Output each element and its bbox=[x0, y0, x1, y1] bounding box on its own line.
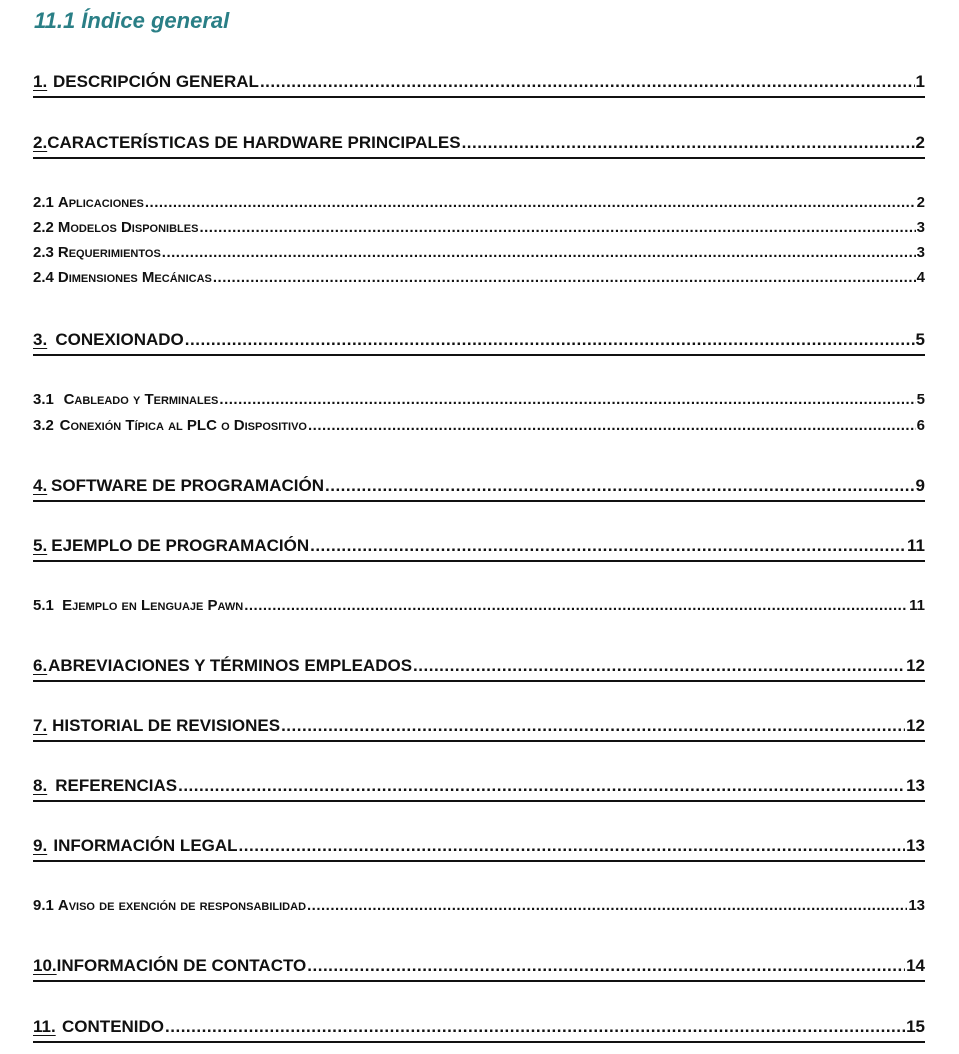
toc-number: 2.2 bbox=[33, 219, 54, 236]
toc-label: HISTORIAL DE REVISIONES bbox=[52, 716, 281, 735]
toc-entry-3-2[interactable] bbox=[33, 417, 925, 439]
toc-page: 13 bbox=[906, 836, 925, 855]
toc-label: Aplicaciones bbox=[57, 194, 144, 211]
toc-leader bbox=[239, 836, 906, 856]
toc-label: EJEMPLO DE PROGRAMACIÓN bbox=[51, 536, 310, 555]
toc-number: 5.1 bbox=[33, 597, 54, 614]
toc-entry-5-1[interactable] bbox=[33, 597, 925, 619]
toc-leader bbox=[213, 269, 916, 286]
toc-number: 7. bbox=[33, 716, 48, 735]
toc-page: 1 bbox=[915, 72, 925, 91]
toc-leader bbox=[308, 417, 916, 434]
toc-leader bbox=[185, 330, 915, 350]
toc-page: 2 bbox=[916, 194, 925, 211]
toc-page: 14 bbox=[906, 956, 925, 975]
toc-leader bbox=[199, 219, 915, 236]
toc-entry-10[interactable] bbox=[33, 956, 925, 982]
toc-entry-1[interactable] bbox=[33, 72, 925, 98]
toc-leader bbox=[219, 391, 915, 408]
toc-entry-9[interactable] bbox=[33, 836, 925, 862]
toc-page: 12 bbox=[906, 656, 925, 675]
toc-label: ABREVIACIONES Y TÉRMINOS EMPLEADOS bbox=[48, 656, 413, 675]
toc-page: 11 bbox=[909, 597, 925, 614]
toc-page: 9 bbox=[915, 476, 925, 495]
toc-entry-7[interactable] bbox=[33, 716, 925, 742]
toc-label: DESCRIPCIÓN GENERAL bbox=[53, 72, 259, 91]
toc-page: 13 bbox=[906, 776, 925, 795]
toc-label: INFORMACIÓN DE CONTACTO bbox=[56, 956, 307, 975]
toc-leader bbox=[165, 1017, 905, 1037]
toc-page: 3 bbox=[916, 244, 925, 261]
toc-leader bbox=[244, 597, 908, 614]
toc-page: 5 bbox=[915, 330, 925, 349]
toc-label: Requerimientos bbox=[57, 244, 161, 261]
toc-number: 3.2 bbox=[33, 417, 54, 434]
toc-entry-2-2[interactable] bbox=[33, 219, 925, 241]
toc-label: Ejemplo en Lenguaje Pawn bbox=[62, 597, 244, 614]
toc-label: Conexión Típica al PLC o Dispositivo bbox=[59, 417, 307, 434]
toc-number: 11. bbox=[33, 1017, 56, 1036]
toc-entry-3[interactable] bbox=[33, 330, 925, 356]
toc-number: 1. bbox=[33, 72, 48, 91]
toc-page: 5 bbox=[916, 391, 925, 408]
toc-entry-2-3[interactable] bbox=[33, 244, 925, 266]
toc-leader bbox=[462, 133, 915, 153]
toc-page: 2 bbox=[915, 133, 925, 152]
toc-label: Aviso de exención de responsabilidad bbox=[57, 897, 307, 914]
toc-label: CONTENIDO bbox=[62, 1017, 165, 1036]
toc-entry-11[interactable] bbox=[33, 1017, 925, 1043]
toc-number: 2.1 bbox=[33, 194, 54, 211]
toc-leader bbox=[307, 956, 905, 976]
toc-number: 3. bbox=[33, 330, 48, 349]
toc-page: 12 bbox=[906, 716, 925, 735]
toc-leader bbox=[178, 776, 905, 796]
toc-entry-3-1[interactable] bbox=[33, 391, 925, 413]
toc-leader bbox=[162, 244, 916, 261]
toc-entry-2[interactable] bbox=[33, 133, 925, 159]
toc-number: 10. bbox=[33, 956, 57, 975]
toc-number: 3.1 bbox=[33, 391, 54, 408]
toc-leader bbox=[145, 194, 916, 211]
toc-entry-6[interactable] bbox=[33, 656, 925, 682]
toc-label: INFORMACIÓN LEGAL bbox=[53, 836, 238, 855]
toc-entry-8[interactable] bbox=[33, 776, 925, 802]
toc-number: 2.3 bbox=[33, 244, 54, 261]
toc-label: REFERENCIAS bbox=[55, 776, 178, 795]
toc-page: 11 bbox=[907, 536, 925, 555]
toc-number: 4. bbox=[33, 476, 48, 495]
toc-page: 13 bbox=[908, 897, 925, 914]
toc-leader bbox=[325, 476, 915, 496]
toc-label: Dimensiones Mecánicas bbox=[57, 269, 212, 286]
toc-page: 15 bbox=[906, 1017, 925, 1036]
toc-entry-5[interactable] bbox=[33, 536, 925, 562]
toc-number: 9. bbox=[33, 836, 48, 855]
toc-number: 6. bbox=[33, 656, 48, 675]
toc-leader bbox=[310, 536, 906, 556]
toc-leader bbox=[281, 716, 905, 736]
toc-page: 3 bbox=[916, 219, 925, 236]
toc-entry-2-1[interactable] bbox=[33, 194, 925, 216]
toc-entry-2-4[interactable] bbox=[33, 269, 925, 291]
toc-entry-4[interactable] bbox=[33, 476, 925, 502]
toc-number: 2. bbox=[33, 133, 48, 152]
toc-label: CONEXIONADO bbox=[55, 330, 184, 349]
toc-page: 4 bbox=[916, 269, 925, 286]
toc-label: Modelos Disponibles bbox=[57, 219, 199, 236]
toc-leader bbox=[413, 656, 905, 676]
toc-entry-9-1[interactable] bbox=[33, 897, 925, 919]
toc-leader bbox=[307, 897, 907, 914]
toc-label: Cableado y Terminales bbox=[63, 391, 219, 408]
toc-leader bbox=[260, 72, 915, 92]
toc-label: SOFTWARE DE PROGRAMACIÓN bbox=[51, 476, 324, 495]
toc-number: 5. bbox=[33, 536, 48, 555]
toc-label: CARACTERÍSTICAS DE HARDWARE PRINCIPALES bbox=[47, 133, 461, 152]
toc-number: 8. bbox=[33, 776, 48, 795]
toc-page: 6 bbox=[916, 417, 925, 434]
toc-number: 9.1 bbox=[33, 897, 54, 914]
toc-number: 2.4 bbox=[33, 269, 54, 286]
page-title: 11.1 Índice general bbox=[34, 8, 230, 33]
